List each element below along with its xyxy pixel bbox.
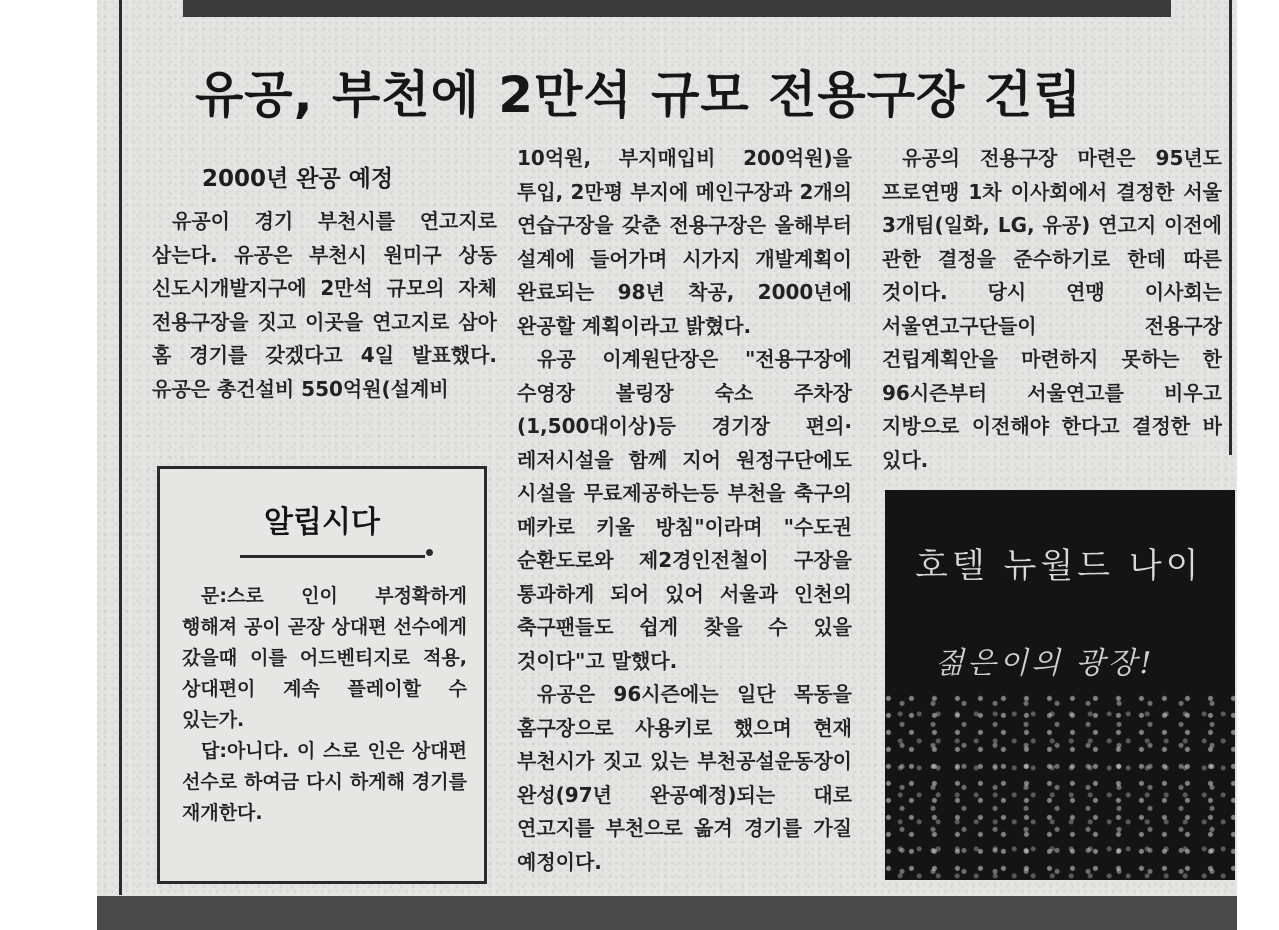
paragraph-3: 유공 이계원단장은 "전용구장에 수영장 볼링장 숙소 주차장(1,500대이상)등 경기장 편의·레저시설을 함께 지어 원정구단에도 시설을 무료제공하는등 부천을 축구의 메카로 키울 방침"이라며 "수도권 순환도로와 제2경인전철이 구장을 통과하게 되어 있어 서울과 인천의 축구팬들도 쉽게 찾을 수 있을 것이다"고 말했다. — [517, 347, 852, 673]
article-column-1 — [152, 205, 497, 406]
top-border-strip — [183, 0, 1171, 17]
left-column-rule — [119, 0, 122, 895]
article-column-2 — [517, 142, 852, 879]
info-box-title: 알립시다 — [264, 505, 380, 540]
info-box-question: 문:스로 인이 부정확하게 행해져 공이 곧장 상대편 선수에게 갔을때 이를 어드벤티지로 적용, 상대편이 계속 플레이할 수 있는가. — [182, 585, 467, 731]
paragraph-2: 10억원, 부지매입비 200억원)을 투입, 2만평 부지에 메인구장과 2개의 연습구장을 갖춘 전용구장은 올해부터 설계에 들어가며 시가지 개발계획이 완료되는 98년 착공, 2000년에 완공할 계획이라고 밝혔다. — [517, 146, 852, 338]
info-box-dot-ornament — [426, 549, 433, 556]
paragraph-4: 유공은 96시즌에는 일단 목동을 홈구장으로 사용키로 했으며 현재 부천시가 짓고 있는 부천공설운동장이 완성(97년 완공예정)되는 대로 연고지를 부천으로 옮겨 경기를 가질 예정이다. — [517, 682, 852, 874]
paragraph-1: 유공이 경기 부천시를 연고지로 삼는다. 유공은 부천시 원미구 상동 신도시개발지구에 2만석 규모의 자체 전용구장을 짓고 이곳을 연고지로 삼아 홈 경기를 갖겠다고 4일 발표했다. 유공은 총건설비 550억원(설계비 — [152, 209, 497, 401]
bottom-border-strip — [97, 896, 1237, 930]
info-box-answer: 답:아니다. 이 스로 인은 상대편 선수로 하여금 다시 하게해 경기를 재개한다. — [182, 740, 467, 824]
advertisement-photo — [885, 490, 1235, 880]
newspaper-clipping — [97, 0, 1237, 930]
subheadline: 2000년 완공 예정 — [202, 166, 394, 192]
photo-sign-text-slogan: 젊은이의 광장! — [935, 646, 1155, 681]
right-column-rule — [1229, 0, 1232, 455]
paragraph-5: 유공의 전용구장 마련은 95년도 프로연맹 1차 이사회에서 결정한 서울 3개팀(일화, LG, 유공) 연고지 이전에 관한 결정을 준수하기로 한데 따른 것이다. 당시 연맹 이사회는 서울연고구단들이 전용구장 건립계획안을 마련하지 못하는 한 96시즌부터 서울연고를 비우고 지방으로 이전해야 한다고 결정한 바 있다. — [882, 146, 1222, 472]
photo-crowd-texture — [885, 695, 1235, 880]
info-box-text — [182, 581, 467, 829]
info-box-divider — [240, 555, 425, 558]
headline: 유공, 부천에 2만석 규모 전용구장 건립 — [195, 66, 1083, 124]
article-column-3 — [882, 142, 1222, 477]
info-sidebar-box — [157, 466, 487, 884]
photo-sign-text-top: 호텔 뉴월드 나이 — [915, 546, 1203, 586]
